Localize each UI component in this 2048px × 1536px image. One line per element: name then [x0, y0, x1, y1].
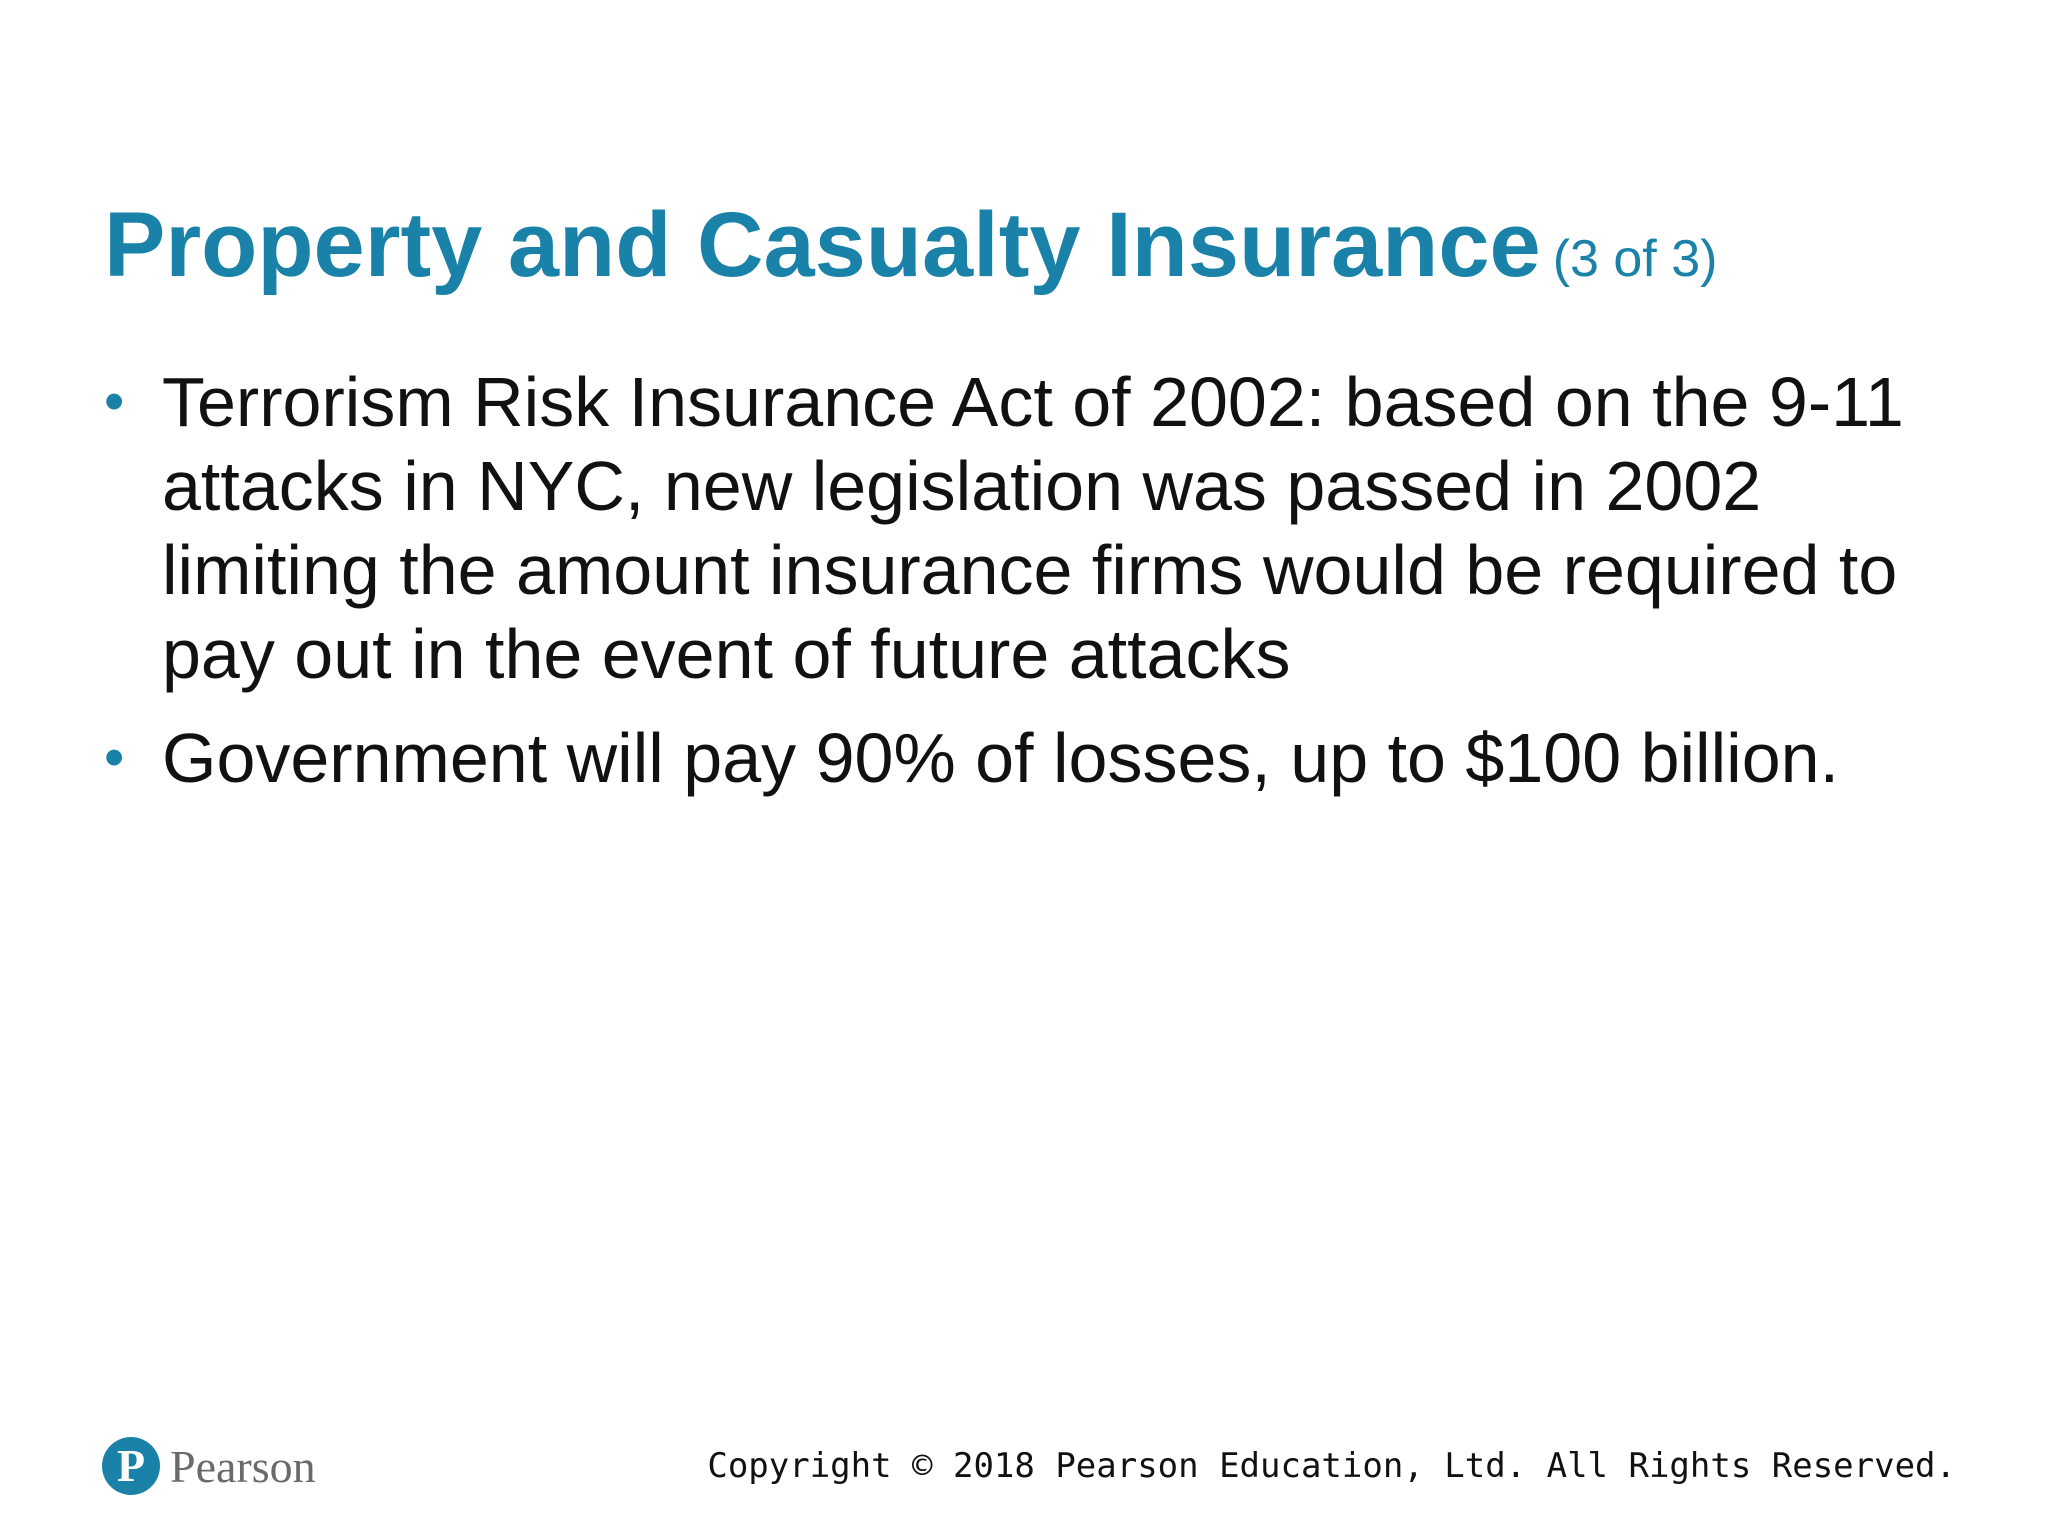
slide-title-text: Property and Casualty Insurance	[104, 194, 1541, 296]
bullet-item	[104, 360, 1904, 696]
slide-title	[104, 190, 1717, 314]
bullet-text: Terrorism Risk Insurance Act of 2002: based on the 9-11 attacks in NYC, new legislation was passed in 2002 limiting the amount insurance firms would be required to pay out in the event of future attacks	[162, 363, 1904, 693]
bullet-icon: •	[104, 369, 125, 434]
pearson-logo-icon: P	[102, 1437, 160, 1495]
pearson-logo	[102, 1432, 316, 1500]
bullet-text: Government will pay 90% of losses, up to $100 billion.	[162, 719, 1840, 797]
slide-title-counter: (3 of 3)	[1552, 230, 1718, 288]
bullet-list	[104, 360, 1904, 820]
bullet-icon: •	[104, 725, 125, 790]
pearson-logo-text: Pearson	[170, 1440, 316, 1492]
copyright-notice: Copyright © 2018 Pearson Education, Ltd. All Rights Reserved.	[707, 1446, 1956, 1486]
bullet-item	[104, 716, 1904, 800]
